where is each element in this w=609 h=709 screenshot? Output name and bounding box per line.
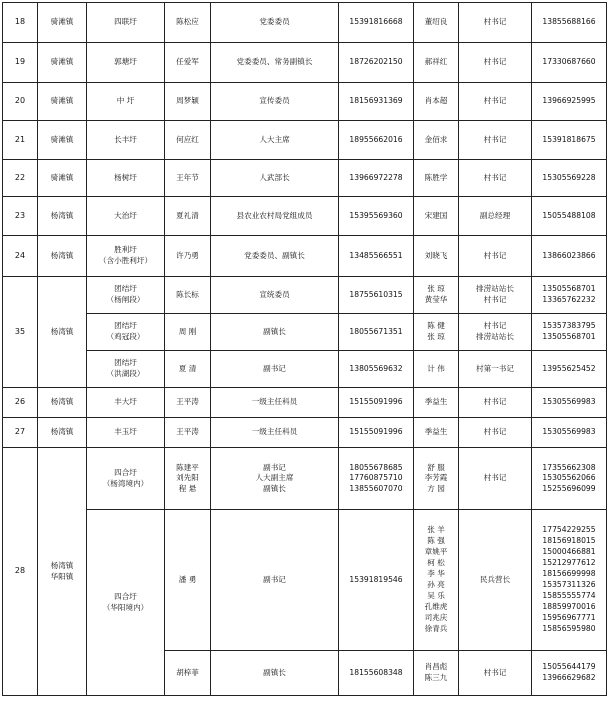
officer-name: 陈松应 — [165, 3, 211, 43]
officer-phone: 15155091996 — [339, 418, 414, 448]
village-name: 中 圩 — [87, 83, 165, 121]
officer-phone: 18726202150 — [339, 43, 414, 83]
town-name: 骑滩镇 — [38, 83, 87, 121]
officer-phone: 15391816668 — [339, 3, 414, 43]
row-number: 28 — [3, 448, 38, 696]
leader-phone: 13955625452 — [532, 351, 607, 388]
officer-post: 副书记 — [211, 510, 339, 651]
officer-post: 党委委员、副镇长 — [211, 236, 339, 277]
officer-post: 一级主任科员 — [211, 388, 339, 418]
row-number: 23 — [3, 197, 38, 236]
leader-name: 郝祥红 — [414, 43, 459, 83]
leader-name: 张 琼 黄莹华 — [414, 277, 459, 314]
village-name: 杨树圩 — [87, 160, 165, 197]
officer-post: 副书记 人大副主席 副镇长 — [211, 448, 339, 510]
table-row — [3, 197, 607, 236]
village-name: 团结圩 （杨闸段） — [87, 277, 165, 314]
leader-name: 季益生 — [414, 418, 459, 448]
leader-post: 村书记 — [459, 43, 532, 83]
leader-name: 肖昌彪 陈三九 — [414, 651, 459, 696]
officer-name: 夏礼清 — [165, 197, 211, 236]
town-name: 骑滩镇 — [38, 160, 87, 197]
leader-name: 肖本超 — [414, 83, 459, 121]
town-name: 骑滩镇 — [38, 43, 87, 83]
village-name: 四合圩 （杨湾境内） — [87, 448, 165, 510]
officer-phone: 18156931369 — [339, 83, 414, 121]
officer-post: 人大主席 — [211, 121, 339, 160]
officer-name: 夏 清 — [165, 351, 211, 388]
leader-post: 副总经理 — [459, 197, 532, 236]
officer-name: 王平涛 — [165, 418, 211, 448]
table-row — [3, 160, 607, 197]
officer-post: 人武部长 — [211, 160, 339, 197]
officer-name: 周 刚 — [165, 314, 211, 351]
officer-phone: 18155608348 — [339, 651, 414, 696]
village-name: 大治圩 — [87, 197, 165, 236]
town-name: 骑滩镇 — [38, 3, 87, 43]
officer-post: 副镇长 — [211, 651, 339, 696]
table-row — [3, 121, 607, 160]
leader-name: 金佰求 — [414, 121, 459, 160]
leader-name: 舒 服 李芳霞 方 园 — [414, 448, 459, 510]
leader-name: 陈胜学 — [414, 160, 459, 197]
officer-phone: 15395569360 — [339, 197, 414, 236]
table-row-35-sub — [3, 314, 607, 351]
leader-post: 村书记 排涝站站长 — [459, 314, 532, 351]
leader-name: 宋建国 — [414, 197, 459, 236]
officer-phone: 18055678685 17760875710 13855607070 — [339, 448, 414, 510]
leader-post: 民兵营长 — [459, 510, 532, 651]
leader-post: 村书记 — [459, 418, 532, 448]
officer-phone: 18955662016 — [339, 121, 414, 160]
officer-name: 何应红 — [165, 121, 211, 160]
officer-name: 许乃勇 — [165, 236, 211, 277]
officer-name: 周梦颖 — [165, 83, 211, 121]
village-name: 郭塘圩 — [87, 43, 165, 83]
leader-post: 村第一书记 — [459, 351, 532, 388]
officer-name: 王平涛 — [165, 388, 211, 418]
officer-post: 副镇长 — [211, 314, 339, 351]
leader-phone: 13966925995 — [532, 83, 607, 121]
table-row — [3, 43, 607, 83]
row-number: 21 — [3, 121, 38, 160]
leader-name: 计 伟 — [414, 351, 459, 388]
leader-phone: 15305569228 — [532, 160, 607, 197]
officer-phone: 15391819546 — [339, 510, 414, 651]
officer-phone: 13966972278 — [339, 160, 414, 197]
leader-phone: 17355662308 15305562066 15255696099 — [532, 448, 607, 510]
leader-name: 陈 健 张 琼 — [414, 314, 459, 351]
village-name: 团结圩 （洪湖段） — [87, 351, 165, 388]
officer-post: 宣统委员 — [211, 277, 339, 314]
leader-name: 董绍良 — [414, 3, 459, 43]
officer-phone: 13805569632 — [339, 351, 414, 388]
leader-phone: 15055644179 13966629682 — [532, 651, 607, 696]
leader-phone: 15305569983 — [532, 418, 607, 448]
row-number: 18 — [3, 3, 38, 43]
officer-name: 陈建平 刘先阳 程 悬 — [165, 448, 211, 510]
table-row — [3, 418, 607, 448]
officer-name: 胡梓菲 — [165, 651, 211, 696]
village-name: 四联圩 — [87, 3, 165, 43]
leader-name: 刘晓飞 — [414, 236, 459, 277]
town-name: 杨湾镇 — [38, 418, 87, 448]
leader-post: 村书记 — [459, 651, 532, 696]
town-name: 杨湾镇 — [38, 197, 87, 236]
officer-phone: 13485566551 — [339, 236, 414, 277]
table-row-35-sub — [3, 277, 607, 314]
officer-name: 潘 勇 — [165, 510, 211, 651]
officer-post: 一级主任科员 — [211, 418, 339, 448]
contact-table — [2, 2, 607, 696]
table-row — [3, 83, 607, 121]
village-name: 丰玉圩 — [87, 418, 165, 448]
leader-phone: 17330687660 — [532, 43, 607, 83]
leader-phone: 15305569983 — [532, 388, 607, 418]
officer-name: 王年节 — [165, 160, 211, 197]
row-number: 22 — [3, 160, 38, 197]
town-name: 杨湾镇 — [38, 236, 87, 277]
table-row-35-sub — [3, 351, 607, 388]
leader-post: 村书记 — [459, 83, 532, 121]
leader-post: 村书记 — [459, 448, 532, 510]
officer-name: 任爱军 — [165, 43, 211, 83]
leader-phone: 15357383795 13505568701 — [532, 314, 607, 351]
officer-post: 党委委员、常务副镇长 — [211, 43, 339, 83]
leader-phone: 17754229255 18156918015 15000466881 15212977612 18156699998 15357311326 15855555774 18859970016 15956967771 15856595980 — [532, 510, 607, 651]
officer-post: 县农业农村局党组成员 — [211, 197, 339, 236]
village-name: 团结圩 （鸡冠段） — [87, 314, 165, 351]
row-number: 19 — [3, 43, 38, 83]
officer-post: 宣传委员 — [211, 83, 339, 121]
town-name: 杨湾镇 华阳镇 — [38, 448, 87, 696]
table-row — [3, 236, 607, 277]
table-row — [3, 3, 607, 43]
town-name: 杨湾镇 — [38, 388, 87, 418]
leader-name: 张 羊 陈 强 章姚平 柯 松 李 华 孙 亮 吴 乐 孔维虎 司兆庆 徐青兵 — [414, 510, 459, 651]
leader-post: 排涝站站长 村书记 — [459, 277, 532, 314]
table-row-28-a — [3, 448, 607, 510]
town-name: 杨湾镇 — [38, 277, 87, 388]
table-row — [3, 388, 607, 418]
leader-phone: 13855688166 — [532, 3, 607, 43]
leader-post: 村书记 — [459, 388, 532, 418]
table-row-28-b — [3, 510, 607, 651]
officer-phone: 15155091996 — [339, 388, 414, 418]
leader-post: 村书记 — [459, 121, 532, 160]
row-number: 26 — [3, 388, 38, 418]
town-name: 骑滩镇 — [38, 121, 87, 160]
leader-name: 季益生 — [414, 388, 459, 418]
row-number: 27 — [3, 418, 38, 448]
leader-phone: 15391818675 — [532, 121, 607, 160]
officer-post: 党委委员 — [211, 3, 339, 43]
leader-post: 村书记 — [459, 3, 532, 43]
leader-post: 村书记 — [459, 160, 532, 197]
leader-phone: 13505568701 13365762232 — [532, 277, 607, 314]
officer-name: 陈长标 — [165, 277, 211, 314]
row-number: 24 — [3, 236, 38, 277]
leader-phone: 15055488108 — [532, 197, 607, 236]
village-name: 四合圩 （华阳境内） — [87, 510, 165, 696]
row-number: 35 — [3, 277, 38, 388]
officer-phone: 18055671351 — [339, 314, 414, 351]
officer-phone: 18755610315 — [339, 277, 414, 314]
village-name: 胜利圩 （含小胜利圩） — [87, 236, 165, 277]
officer-post: 副书记 — [211, 351, 339, 388]
row-number: 20 — [3, 83, 38, 121]
village-name: 长丰圩 — [87, 121, 165, 160]
leader-phone: 13866023866 — [532, 236, 607, 277]
village-name: 丰大圩 — [87, 388, 165, 418]
leader-post: 村书记 — [459, 236, 532, 277]
